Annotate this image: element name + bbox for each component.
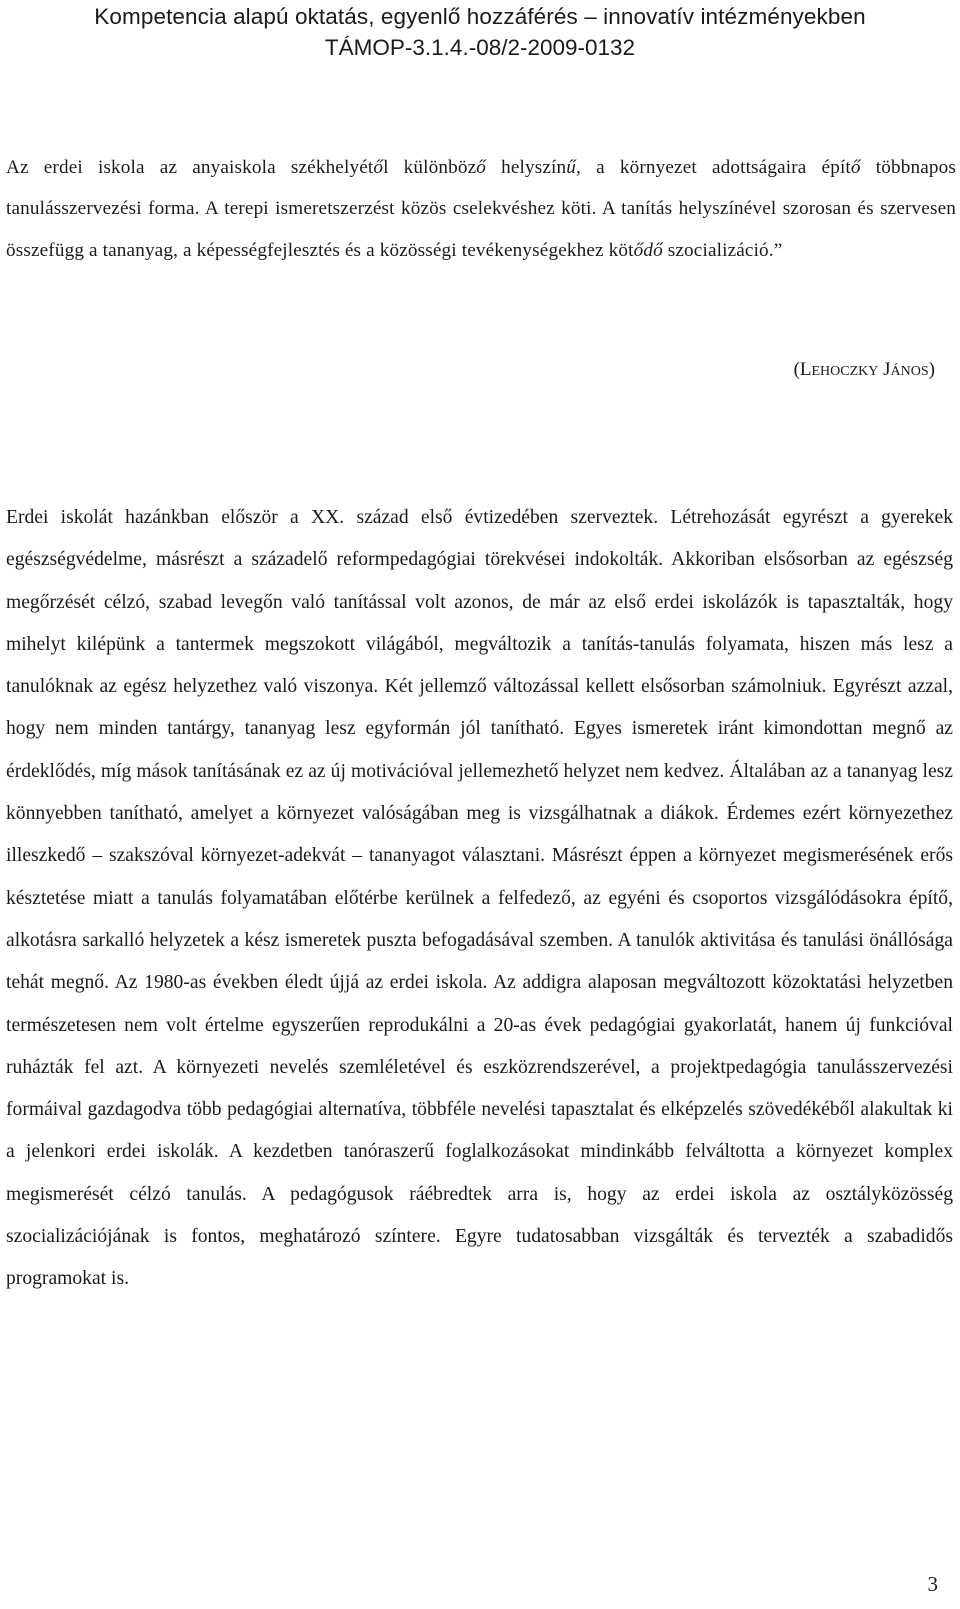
quote-italic-glyph: ő <box>373 157 384 178</box>
header-title: Kompetencia alapú oktatás, egyenlő hozzáférés – innovatív intézményekben <box>94 4 866 29</box>
attribution-paren-close: ) <box>928 359 935 380</box>
quote-text: l különböz <box>383 157 477 178</box>
page-header <box>0 0 960 62</box>
attribution-paren-open: ( <box>793 359 800 380</box>
quote-block <box>6 147 956 271</box>
quote-text: Az erdei iskola az anyaiskola székhelyét <box>6 157 374 178</box>
project-code: TÁMOP-3.1.4.-08/2-2009-0132 <box>324 35 636 60</box>
attribution-initial: L <box>799 359 812 380</box>
quote-text: szocializáció.” <box>662 239 783 261</box>
quote-italic-glyph: ő <box>476 157 487 178</box>
page-number: 3 <box>927 1572 938 1596</box>
attribution-smallcaps: ÁNOS <box>890 364 929 379</box>
quote-italic-glyph: ődő <box>633 239 663 261</box>
attribution-smallcaps: EHOCZKY <box>811 364 879 379</box>
body-paragraph: Erdei iskolát hazánkban először a XX. század első évtizedében szerveztek. Létrehozását egyrészt a gyerekek egészségvédelme, másrészt a századelő reformpedagógiai törekvései indokolták. Akkoriban elsősorban az egészség megőrzését célzó, szabad levegőn való tanítással volt azonos, de már az első erdei iskolázók is tapasztalták, hogy mihelyt kilépünk a tantermek megszokott világából, megváltozik a tanítás-tanulás folyamata, hiszen más lesz a tanulóknak az egész helyzethez való viszonya. Két jellemző változással kellett elsősorban számolniuk. Egyrészt azzal, hogy nem minden tantárgy, tananyag lesz egyformán jól tanítható. Egyes ismeretek iránt kimondottan megnő az érdeklődés, míg mások tanításának ez az új motivációval jellemezhető helyzet nem kedvez. Általában az a tananyag lesz könnyebben tanítható, amelyet a környezet valóságában meg is vizsgálhatnak a diákok. Érdemes ezért környezethez illeszkedő – szakszóval környezet-adekvát – tananyagot választani. Másrészt éppen a környezet megismerésének erős késztetése miatt a tanulás folyamatában előtérbe kerülnek a felfedező, az egyéni és csoportos vizsgálódásokra építő, alkotásra sarkalló helyzetek a kész ismeretek puszta befogadásával szemben. A tanulók aktivitása és tanulási önállósága tehát megnő. Az 1980-as években éledt újjá az erdei iskola. Az addigra alaposan megváltozott közoktatási helyzetben természetesen nem volt értelme egyszerűen reprodukálni a 20-as évek pedagógiai gyakorlatát, hanem új funkcióval ruházták fel azt. A környezeti nevelés szemléletével és eszközrendszerével, a projektpedagógia tanulásszervezési formáival gazdagodva több pedagógiai alternatíva, többféle nevelési tapasztalat és elképzelés szövedékéből alakultak ki a jelenkori erdei iskolák. A kezdetben tanóraszerű foglalkozásokat mindinkább felváltotta a környezet komplex megismerését célzó tanulás. A pedagógusok ráébredtek arra is, hogy az erdei iskola az osztályközösség szocializációjának is fontos, meghatározó színtere. Egyre tudatosabban vizsgálták és tervezték a szabadidős programokat is. <box>6 507 953 1290</box>
attribution-initial: J <box>883 359 891 380</box>
quote-attribution <box>794 358 935 384</box>
quote-text: , a környezet adottságaira épít <box>576 157 851 178</box>
quote-text: helyszín <box>486 157 567 178</box>
quote-text: többnapos tanulásszervezési forma. A terepi ismeretszerzést közös cselekvéshez köti. A tanítás helyszínével szorosan és szervesen összefügg a tananyag, a képességfejlesztés és a közösségi tevékenységekhez köt <box>6 157 956 261</box>
quote-italic-glyph: ő <box>850 157 861 178</box>
quote-italic-glyph: ű <box>566 157 577 178</box>
